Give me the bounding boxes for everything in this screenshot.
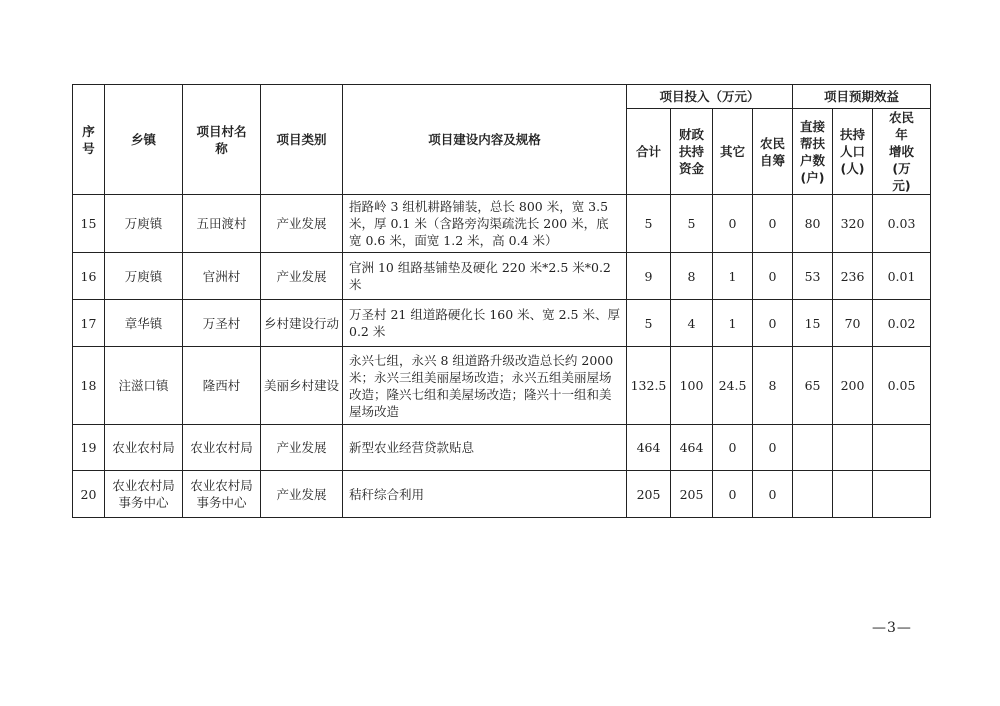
cell-content: 官洲 10 组路基铺垫及硬化 220 米*2.5 米*0.2 米 — [343, 253, 627, 300]
header-village: 项目村名 称 — [183, 85, 261, 195]
cell-seq: 15 — [73, 195, 105, 253]
cell-village: 五田渡村 — [183, 195, 261, 253]
cell-people: 70 — [833, 300, 873, 347]
cell-township: 农业农村局 — [105, 425, 183, 471]
project-table — [72, 84, 931, 518]
cell-village: 隆西村 — [183, 347, 261, 425]
cell-households: 53 — [793, 253, 833, 300]
cell-farmer: 0 — [753, 425, 793, 471]
cell-total: 5 — [627, 300, 671, 347]
header-seq: 序 号 — [73, 85, 105, 195]
table-row — [73, 347, 931, 425]
cell-people: 320 — [833, 195, 873, 253]
cell-other: 0 — [713, 425, 753, 471]
cell-category: 产业发展 — [261, 471, 343, 518]
cell-category: 产业发展 — [261, 253, 343, 300]
cell-total: 5 — [627, 195, 671, 253]
cell-content: 秸秆综合利用 — [343, 471, 627, 518]
table-row — [73, 253, 931, 300]
cell-total: 464 — [627, 425, 671, 471]
header-farmer: 农民 自筹 — [753, 109, 793, 195]
header-people: 扶持 人口 (人) — [833, 109, 873, 195]
cell-households — [793, 471, 833, 518]
cell-content: 万圣村 21 组道路硬化长 160 米、宽 2.5 米、厚 0.2 米 — [343, 300, 627, 347]
cell-other: 1 — [713, 253, 753, 300]
cell-people: 200 — [833, 347, 873, 425]
cell-township: 万庾镇 — [105, 195, 183, 253]
cell-seq: 18 — [73, 347, 105, 425]
cell-fiscal: 464 — [671, 425, 713, 471]
cell-other: 0 — [713, 195, 753, 253]
cell-category: 乡村建设行动 — [261, 300, 343, 347]
cell-people: 236 — [833, 253, 873, 300]
table-row — [73, 300, 931, 347]
cell-households: 15 — [793, 300, 833, 347]
cell-other: 1 — [713, 300, 753, 347]
cell-income: 0.03 — [873, 195, 931, 253]
cell-fiscal: 8 — [671, 253, 713, 300]
cell-households: 65 — [793, 347, 833, 425]
header-investment-group: 项目投入（万元） — [627, 85, 793, 109]
cell-fiscal: 205 — [671, 471, 713, 518]
cell-income: 0.02 — [873, 300, 931, 347]
cell-category: 产业发展 — [261, 195, 343, 253]
cell-fiscal: 4 — [671, 300, 713, 347]
cell-people — [833, 471, 873, 518]
cell-village: 农业农村局 — [183, 425, 261, 471]
header-township: 乡镇 — [105, 85, 183, 195]
header-category: 项目类别 — [261, 85, 343, 195]
cell-income — [873, 425, 931, 471]
cell-seq: 20 — [73, 471, 105, 518]
cell-farmer: 0 — [753, 195, 793, 253]
cell-total: 9 — [627, 253, 671, 300]
cell-village: 万圣村 — [183, 300, 261, 347]
cell-income: 0.01 — [873, 253, 931, 300]
cell-content: 新型农业经营贷款贴息 — [343, 425, 627, 471]
cell-township: 万庾镇 — [105, 253, 183, 300]
header-content: 项目建设内容及规格 — [343, 85, 627, 195]
cell-income: 0.05 — [873, 347, 931, 425]
header-fiscal: 财政 扶持 资金 — [671, 109, 713, 195]
table-body — [73, 195, 931, 518]
cell-farmer: 0 — [753, 471, 793, 518]
cell-category: 产业发展 — [261, 425, 343, 471]
cell-farmer: 0 — [753, 300, 793, 347]
header-benefit-group: 项目预期效益 — [793, 85, 931, 109]
cell-content: 指路岭 3 组机耕路铺装，总长 800 米，宽 3.5 米，厚 0.1 米（含路旁沟渠疏洗长 200 米，底宽 0.6 米，面宽 1.2 米，高 0.4 米） — [343, 195, 627, 253]
header-other: 其它 — [713, 109, 753, 195]
cell-farmer: 8 — [753, 347, 793, 425]
cell-people — [833, 425, 873, 471]
cell-total: 132.5 — [627, 347, 671, 425]
cell-total: 205 — [627, 471, 671, 518]
table-row — [73, 425, 931, 471]
cell-income — [873, 471, 931, 518]
cell-farmer: 0 — [753, 253, 793, 300]
cell-seq: 17 — [73, 300, 105, 347]
page-number: —3— — [872, 620, 912, 636]
cell-township: 章华镇 — [105, 300, 183, 347]
cell-fiscal: 100 — [671, 347, 713, 425]
header-total: 合计 — [627, 109, 671, 195]
header-households: 直接 帮扶 户数 (户) — [793, 109, 833, 195]
cell-households: 80 — [793, 195, 833, 253]
cell-seq: 16 — [73, 253, 105, 300]
cell-category: 美丽乡村建设 — [261, 347, 343, 425]
cell-village: 官洲村 — [183, 253, 261, 300]
cell-seq: 19 — [73, 425, 105, 471]
cell-households — [793, 425, 833, 471]
cell-fiscal: 5 — [671, 195, 713, 253]
cell-other: 0 — [713, 471, 753, 518]
cell-township: 农业农村局 事务中心 — [105, 471, 183, 518]
cell-content: 永兴七组，永兴 8 组道路升级改造总长约 2000 米；永兴三组美丽屋场改造；永兴五组美丽屋场改造；隆兴七组和美屋场改造；隆兴十一组和美屋场改造 — [343, 347, 627, 425]
cell-other: 24.5 — [713, 347, 753, 425]
header-income: 农民 年 增收 (万 元) — [873, 109, 931, 195]
table-row — [73, 195, 931, 253]
cell-village: 农业农村局 事务中心 — [183, 471, 261, 518]
table-row — [73, 471, 931, 518]
cell-township: 注滋口镇 — [105, 347, 183, 425]
